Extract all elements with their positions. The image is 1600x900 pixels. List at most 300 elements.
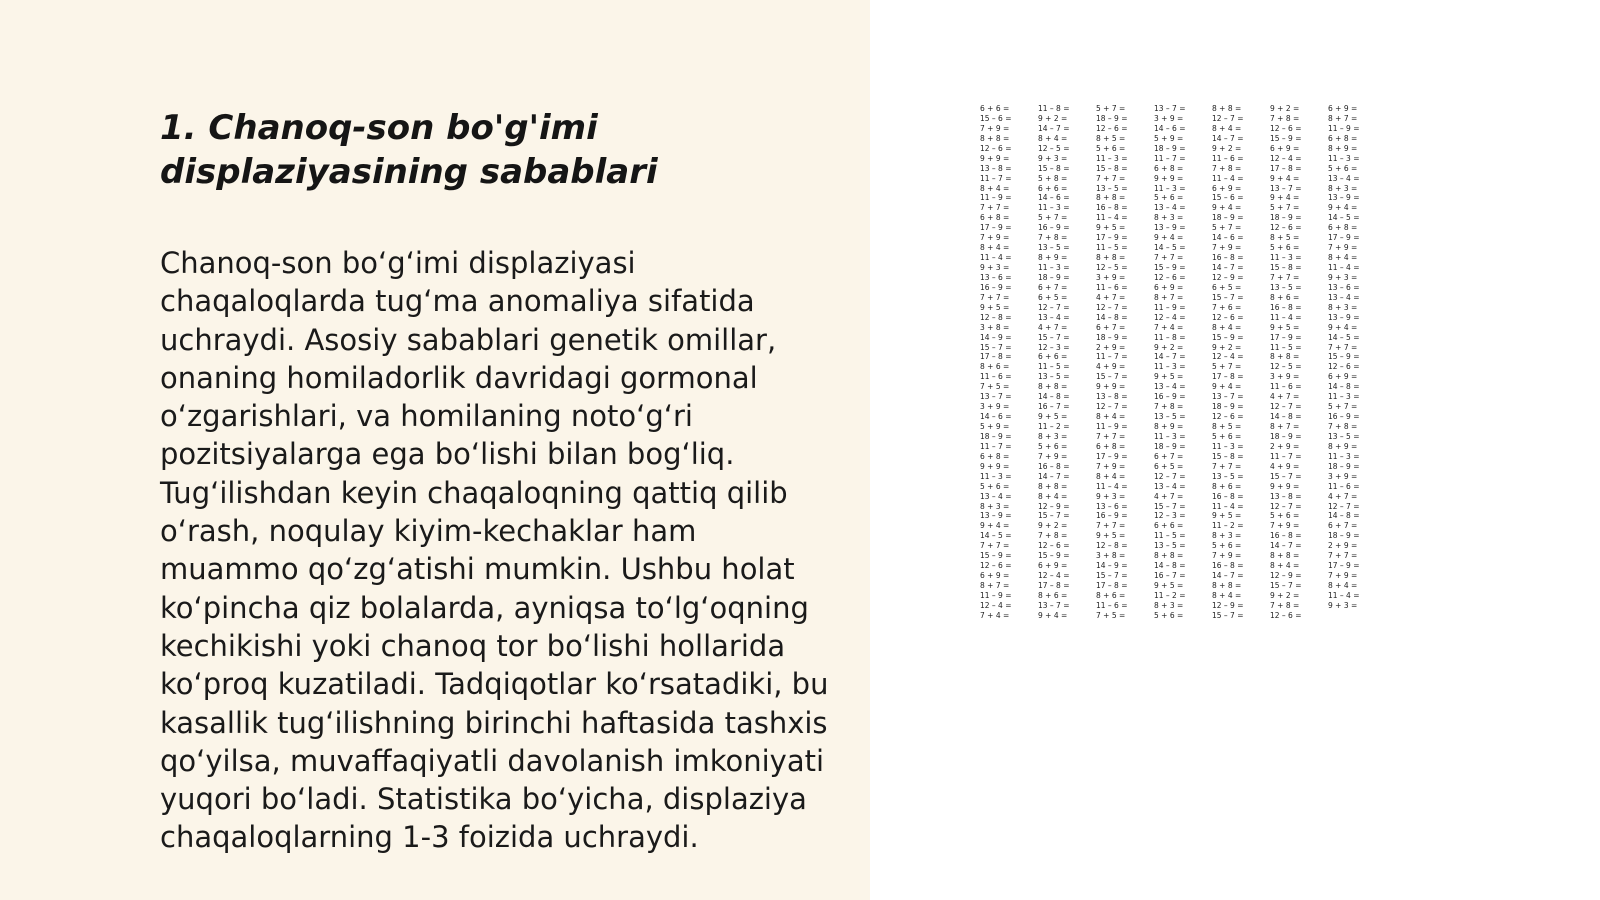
worksheet-problem: 15 – 8 = bbox=[1096, 163, 1128, 173]
worksheet-problem: 11 – 3 = bbox=[1154, 431, 1186, 441]
worksheet-problem: 17 – 9 = bbox=[1096, 451, 1128, 461]
worksheet-problem: 11 – 9 = bbox=[1154, 302, 1186, 312]
worksheet-problem: 12 – 6 = bbox=[980, 143, 1012, 153]
worksheet-problem: 11 – 3 = bbox=[1212, 441, 1244, 451]
worksheet-problem: 7 + 5 = bbox=[980, 382, 1010, 392]
worksheet-problem: 6 + 8 = bbox=[1096, 441, 1126, 451]
worksheet-problem: 15 – 9 = bbox=[1154, 263, 1186, 272]
worksheet-problem: 15 – 7 = bbox=[1038, 332, 1070, 342]
worksheet-problem: 11 – 3 = bbox=[1328, 153, 1360, 163]
worksheet-problem: 18 – 9 = bbox=[1328, 531, 1360, 541]
worksheet-problem: 9 + 3 = bbox=[1096, 491, 1126, 501]
worksheet-problem: 9 + 4 = bbox=[1212, 203, 1242, 213]
worksheet-problem: 11 – 9 = bbox=[1096, 422, 1128, 431]
worksheet-problem: 17 – 9 = bbox=[1096, 233, 1128, 243]
slide-title: 1. Chanoq-son bo'g'imi displaziyasining sabablari bbox=[160, 108, 658, 192]
worksheet-problem: 8 + 3 = bbox=[1328, 183, 1358, 193]
worksheet-problem: 9 + 5 = bbox=[1096, 531, 1126, 541]
worksheet-problem: 11 – 3 = bbox=[1328, 451, 1360, 461]
worksheet-problem: 12 – 6 = bbox=[1328, 362, 1360, 372]
worksheet-problem: 13 – 7 = bbox=[980, 392, 1012, 402]
worksheet-problem: 16 – 9 = bbox=[1038, 223, 1070, 233]
worksheet-problem: 13 – 5 = bbox=[1038, 243, 1070, 253]
worksheet-problem: 17 – 8 = bbox=[1096, 581, 1128, 590]
worksheet-problem: 6 + 9 = bbox=[980, 571, 1010, 581]
worksheet-problem: 8 + 4 = bbox=[1096, 412, 1126, 422]
worksheet-problem: 12 – 8 = bbox=[1096, 541, 1128, 551]
worksheet-problem: 7 + 9 = bbox=[1096, 461, 1126, 471]
worksheet-problem: 13 – 7 = bbox=[1270, 183, 1302, 193]
worksheet-problem: 5 + 6 = bbox=[980, 481, 1010, 491]
worksheet-problem: 2 + 9 = bbox=[1328, 541, 1358, 551]
worksheet-problem: 5 + 6 = bbox=[1270, 511, 1300, 521]
worksheet-problem: 8 + 5 = bbox=[1212, 422, 1242, 431]
worksheet-problem: 14 – 8 = bbox=[1038, 392, 1070, 402]
worksheet-problem: 7 + 4 = bbox=[1154, 322, 1184, 332]
worksheet-problem: 8 + 3 = bbox=[980, 501, 1010, 511]
worksheet-problem: 11 – 8 = bbox=[1038, 104, 1070, 113]
worksheet-problem: 17 – 8 = bbox=[1038, 581, 1070, 590]
worksheet-problem: 5 + 7 = bbox=[1096, 104, 1126, 113]
worksheet-problem: 12 – 6 = bbox=[1270, 610, 1302, 620]
worksheet-problem: 17 – 8 = bbox=[1270, 163, 1302, 173]
worksheet-problem: 7 + 7 = bbox=[1328, 551, 1358, 561]
worksheet-problem: 9 + 4 = bbox=[980, 521, 1010, 531]
worksheet-problem: 9 + 9 = bbox=[1270, 481, 1300, 491]
worksheet-problem: 5 + 6 = bbox=[1038, 441, 1068, 451]
worksheet-problem: 12 – 9 = bbox=[1212, 272, 1244, 282]
worksheet-problem: 13 – 9 = bbox=[1154, 223, 1186, 233]
worksheet-problem: 12 – 7 = bbox=[1270, 402, 1302, 412]
worksheet-problem: 6 + 7 = bbox=[1038, 282, 1068, 292]
worksheet-problem: 11 – 3 = bbox=[980, 471, 1012, 481]
worksheet-problem: 7 + 9 = bbox=[1328, 571, 1358, 581]
worksheet-problem: 13 – 8 = bbox=[1270, 491, 1302, 501]
worksheet-problem: 15 – 6 = bbox=[1212, 193, 1244, 203]
worksheet-problem: 11 – 9 = bbox=[980, 590, 1012, 600]
worksheet-problem: 18 – 9 = bbox=[1154, 441, 1186, 451]
worksheet-problem: 12 – 6 = bbox=[1096, 123, 1128, 133]
worksheet-problem: 3 + 8 = bbox=[980, 322, 1010, 332]
worksheet-problem: 11 – 4 = bbox=[1096, 213, 1128, 223]
worksheet-problem: 6 + 5 = bbox=[1212, 282, 1242, 292]
worksheet-problem: 5 + 6 = bbox=[1096, 143, 1126, 153]
worksheet-problem: 11 – 5 = bbox=[1096, 243, 1128, 253]
worksheet-problem: 18 – 9 = bbox=[1270, 213, 1302, 223]
worksheet-problem: 6 + 6 = bbox=[1154, 521, 1184, 531]
worksheet-problem: 11 – 6 = bbox=[1328, 481, 1360, 491]
worksheet-problem: 15 – 8 = bbox=[1038, 163, 1070, 173]
worksheet-problem: 13 – 6 = bbox=[980, 272, 1012, 282]
worksheet-problem: 7 + 9 = bbox=[980, 123, 1010, 133]
worksheet-problem: 15 – 7 = bbox=[980, 342, 1012, 352]
worksheet-problem: 11 – 3 = bbox=[1328, 392, 1360, 402]
worksheet-problem: 9 + 3 = bbox=[1328, 272, 1358, 282]
worksheet-problem: 9 + 3 = bbox=[1328, 600, 1358, 610]
worksheet-problem: 15 – 7 = bbox=[1270, 581, 1302, 590]
worksheet-column bbox=[1212, 104, 1264, 624]
worksheet-problem: 14 – 7 = bbox=[1038, 123, 1070, 133]
worksheet-problem: 11 – 5 = bbox=[1038, 362, 1070, 372]
worksheet-problem: 7 + 8 = bbox=[1038, 531, 1068, 541]
worksheet-problem: 7 + 4 = bbox=[980, 610, 1010, 620]
worksheet-problem: 9 + 2 = bbox=[1212, 143, 1242, 153]
worksheet-problem: 13 – 5 = bbox=[1212, 471, 1244, 481]
worksheet-problem: 5 + 9 = bbox=[1154, 133, 1184, 143]
worksheet-problem: 8 + 6 = bbox=[1038, 590, 1068, 600]
worksheet-problem: 18 – 9 = bbox=[1154, 143, 1186, 153]
worksheet-problem: 15 – 9 = bbox=[980, 551, 1012, 561]
worksheet-problem: 7 + 6 = bbox=[1212, 302, 1242, 312]
worksheet-problem: 16 – 9 = bbox=[1154, 392, 1186, 402]
worksheet-problem: 8 + 4 = bbox=[1038, 491, 1068, 501]
worksheet-problem: 9 + 4 = bbox=[1038, 610, 1068, 620]
worksheet-problem: 11 – 6 = bbox=[1096, 282, 1128, 292]
worksheet-problem: 8 + 9 = bbox=[1328, 441, 1358, 451]
worksheet-problem: 5 + 6 = bbox=[1154, 610, 1184, 620]
worksheet-problem: 11 – 3 = bbox=[1096, 153, 1128, 163]
worksheet-problem: 15 – 8 = bbox=[1212, 451, 1244, 461]
worksheet-problem: 6 + 5 = bbox=[1154, 461, 1184, 471]
worksheet-problem: 11 – 3 = bbox=[1270, 253, 1302, 263]
worksheet-problem: 8 + 4 = bbox=[1212, 322, 1242, 332]
worksheet-problem: 7 + 9 = bbox=[1212, 243, 1242, 253]
worksheet-problem: 12 – 4 = bbox=[1154, 312, 1186, 322]
worksheet-problem: 5 + 8 = bbox=[1038, 173, 1068, 183]
worksheet-problem: 7 + 9 = bbox=[1212, 551, 1242, 561]
worksheet-problem: 15 – 9 = bbox=[1270, 133, 1302, 143]
worksheet-problem: 15 – 7 = bbox=[1038, 511, 1070, 521]
worksheet-problem: 13 – 7 = bbox=[1212, 392, 1244, 402]
worksheet-problem: 7 + 7 = bbox=[1096, 173, 1126, 183]
worksheet-problem: 9 + 2 = bbox=[1154, 342, 1184, 352]
worksheet-problem: 8 + 3 = bbox=[1154, 213, 1184, 223]
worksheet-problem: 12 – 3 = bbox=[1038, 342, 1070, 352]
worksheet-problem: 3 + 9 = bbox=[1096, 272, 1126, 282]
worksheet-problem: 9 + 5 = bbox=[980, 302, 1010, 312]
worksheet-problem: 9 + 5 = bbox=[1038, 412, 1068, 422]
worksheet-problem: 12 – 8 = bbox=[980, 312, 1012, 322]
worksheet-problem: 14 – 8 = bbox=[1270, 412, 1302, 422]
worksheet-problem: 8 + 6 = bbox=[980, 362, 1010, 372]
worksheet-problem: 14 – 7 = bbox=[1212, 571, 1244, 581]
worksheet-problem: 13 – 7 = bbox=[1038, 600, 1070, 610]
worksheet-problem: 9 + 4 = bbox=[1212, 382, 1242, 392]
worksheet-problem: 12 – 5 = bbox=[1038, 143, 1070, 153]
worksheet-problem: 5 + 6 = bbox=[1270, 243, 1300, 253]
worksheet-problem: 11 – 7 = bbox=[1154, 153, 1186, 163]
worksheet-problem: 8 + 8 = bbox=[1038, 382, 1068, 392]
worksheet-problem: 9 + 5 = bbox=[1270, 322, 1300, 332]
worksheet-problem: 7 + 8 = bbox=[1154, 402, 1184, 412]
worksheet-problem: 7 + 7 = bbox=[980, 292, 1010, 302]
worksheet-problem: 11 – 8 = bbox=[1154, 332, 1186, 342]
worksheet-problem: 11 – 7 = bbox=[1096, 352, 1128, 362]
worksheet-problem: 12 – 9 = bbox=[1270, 571, 1302, 581]
worksheet-problem: 7 + 7 = bbox=[980, 541, 1010, 551]
worksheet-problem: 8 + 5 = bbox=[1096, 133, 1126, 143]
worksheet-problem: 14 – 5 = bbox=[1328, 332, 1360, 342]
worksheet-problem: 13 – 4 = bbox=[980, 491, 1012, 501]
worksheet-problem: 8 + 7 = bbox=[1270, 422, 1300, 431]
worksheet-problem: 9 + 5 = bbox=[1154, 372, 1184, 382]
worksheet-problem: 14 – 7 = bbox=[1212, 263, 1244, 272]
worksheet-problem: 11 – 4 = bbox=[1270, 312, 1302, 322]
worksheet-problem: 11 – 3 = bbox=[1154, 183, 1186, 193]
worksheet-problem: 13 – 5 = bbox=[1038, 372, 1070, 382]
worksheet-problem: 6 + 8 = bbox=[1328, 133, 1358, 143]
worksheet-problem: 6 + 9 = bbox=[1328, 104, 1358, 113]
worksheet-problem: 11 – 6 = bbox=[1096, 600, 1128, 610]
worksheet-problem: 9 + 2 = bbox=[1212, 342, 1242, 352]
worksheet-problem: 9 + 9 = bbox=[980, 461, 1010, 471]
worksheet-problem: 15 – 7 = bbox=[1270, 471, 1302, 481]
worksheet-problem: 12 – 7 = bbox=[1212, 113, 1244, 123]
worksheet-problem: 9 + 2 = bbox=[1270, 104, 1300, 113]
worksheet-problem: 14 – 7 = bbox=[1038, 471, 1070, 481]
worksheet-problem: 17 – 9 = bbox=[1328, 561, 1360, 571]
worksheet-problem: 17 – 9 = bbox=[1328, 233, 1360, 243]
worksheet-column bbox=[1270, 104, 1322, 624]
worksheet-problem: 12 – 7 = bbox=[1154, 471, 1186, 481]
worksheet-problem: 14 – 6 = bbox=[1154, 123, 1186, 133]
worksheet-problem: 6 + 6 = bbox=[1038, 352, 1068, 362]
worksheet-problem: 7 + 7 = bbox=[1096, 521, 1126, 531]
worksheet-problem: 9 + 2 = bbox=[1270, 590, 1300, 600]
worksheet-problem: 7 + 8 = bbox=[1270, 113, 1300, 123]
worksheet-problem: 8 + 4 = bbox=[1328, 581, 1358, 590]
worksheet-problem: 16 – 8 = bbox=[1038, 461, 1070, 471]
worksheet-problem: 17 – 9 = bbox=[1270, 332, 1302, 342]
worksheet-problem: 8 + 8 = bbox=[1212, 581, 1242, 590]
worksheet-problem: 15 – 6 = bbox=[980, 113, 1012, 123]
worksheet-problem: 11 – 7 = bbox=[980, 173, 1012, 183]
worksheet-problem: 8 + 8 = bbox=[1270, 551, 1300, 561]
worksheet-problem: 12 – 7 = bbox=[1096, 402, 1128, 412]
worksheet-problem: 5 + 7 = bbox=[1038, 213, 1068, 223]
worksheet-problem: 8 + 9 = bbox=[1154, 422, 1184, 431]
worksheet-problem: 13 – 7 = bbox=[1154, 104, 1186, 113]
worksheet-problem: 15 – 7 = bbox=[1212, 292, 1244, 302]
worksheet-problem: 12 – 6 = bbox=[1212, 412, 1244, 422]
worksheet-problem: 13 – 8 = bbox=[1096, 392, 1128, 402]
worksheet-problem: 16 – 9 = bbox=[980, 282, 1012, 292]
worksheet-problem: 5 + 7 = bbox=[1328, 402, 1358, 412]
slide-body-text: Chanoq-son bo‘g‘imi displaziyasi chaqaloqlarda tug‘ma anomaliya sifatida uchraydi. Asosiy sabablari genetik omillar, onaning homiladorlik davridagi gormonal o‘zgarishlari, va homilaning noto‘g‘ri pozitsiyalarga ega bo‘lishi bilan bog‘liq. Tug‘ilishdan keyin chaqaloqning qattiq qilib o‘rash, noqulay kiyim-kechaklar ham muammo qo‘zg‘atishi mumkin. Ushbu holat ko‘pincha qiz bolalarda, ayniqsa to‘lg‘oqning kechikishi yoki chanoq tor bo‘lishi hollarida ko‘proq kuzatiladi. Tadqiqotlar ko‘rsatadiki, bu kasallik tug‘ilishning birinchi haftasida tashxis qo‘yilsa, muvaffaqiyatli davolanish imkoniyati yuqori bo‘ladi. Statistika bo‘yicha, displaziya chaqaloqlarning 1-3 foizida uchraydi. bbox=[160, 246, 829, 855]
worksheet-problem: 5 + 6 = bbox=[1212, 431, 1242, 441]
worksheet-problem: 14 – 5 = bbox=[1154, 243, 1186, 253]
worksheet-problem: 8 + 8 = bbox=[1096, 193, 1126, 203]
worksheet-problem: 6 + 8 = bbox=[980, 213, 1010, 223]
arithmetic-worksheet-image bbox=[980, 104, 1380, 624]
worksheet-problem: 12 – 6 = bbox=[1270, 223, 1302, 233]
worksheet-problem: 8 + 4 = bbox=[980, 243, 1010, 253]
worksheet-problem: 8 + 3 = bbox=[1328, 302, 1358, 312]
worksheet-problem: 13 – 9 = bbox=[1328, 193, 1360, 203]
worksheet-problem: 7 + 8 = bbox=[1270, 600, 1300, 610]
worksheet-problem: 16 – 8 = bbox=[1270, 531, 1302, 541]
worksheet-problem: 8 + 8 = bbox=[1212, 104, 1242, 113]
worksheet-problem: 11 – 6 = bbox=[1270, 382, 1302, 392]
worksheet-problem: 8 + 3 = bbox=[1212, 531, 1242, 541]
worksheet-problem: 7 + 5 = bbox=[1096, 610, 1126, 620]
worksheet-problem: 8 + 4 = bbox=[1212, 590, 1242, 600]
worksheet-problem: 4 + 7 = bbox=[1096, 292, 1126, 302]
worksheet-problem: 6 + 5 = bbox=[1038, 292, 1068, 302]
worksheet-problem: 9 + 5 = bbox=[1212, 511, 1242, 521]
worksheet-problem: 9 + 4 = bbox=[1328, 203, 1358, 213]
worksheet-problem: 7 + 9 = bbox=[980, 233, 1010, 243]
worksheet-problem: 6 + 6 = bbox=[980, 104, 1010, 113]
worksheet-problem: 9 + 3 = bbox=[980, 263, 1010, 272]
worksheet-problem: 3 + 9 = bbox=[980, 402, 1010, 412]
worksheet-problem: 6 + 7 = bbox=[1096, 322, 1126, 332]
worksheet-problem: 7 + 9 = bbox=[1328, 243, 1358, 253]
worksheet-problem: 14 – 6 = bbox=[980, 412, 1012, 422]
worksheet-problem: 2 + 9 = bbox=[1096, 342, 1126, 352]
worksheet-problem: 8 + 9 = bbox=[1328, 143, 1358, 153]
worksheet-problem: 18 – 9 = bbox=[1096, 113, 1128, 123]
worksheet-problem: 9 + 4 = bbox=[1154, 233, 1184, 243]
worksheet-problem: 7 + 8 = bbox=[1212, 163, 1242, 173]
worksheet-problem: 14 – 5 = bbox=[980, 531, 1012, 541]
worksheet-problem: 16 – 8 = bbox=[1212, 491, 1244, 501]
worksheet-problem: 12 – 9 = bbox=[1038, 501, 1070, 511]
worksheet-problem: 9 + 9 = bbox=[1154, 173, 1184, 183]
worksheet-problem: 12 – 4 = bbox=[980, 600, 1012, 610]
worksheet-problem: 12 – 6 = bbox=[1270, 123, 1302, 133]
worksheet-problem: 5 + 6 = bbox=[1328, 163, 1358, 173]
worksheet-problem: 13 – 5 = bbox=[1328, 431, 1360, 441]
worksheet-problem: 12 – 3 = bbox=[1154, 511, 1186, 521]
worksheet-problem: 4 + 7 = bbox=[1038, 322, 1068, 332]
worksheet-problem: 7 + 9 = bbox=[1270, 521, 1300, 531]
worksheet-problem: 7 + 9 = bbox=[1038, 451, 1068, 461]
worksheet-problem: 16 – 9 = bbox=[1096, 511, 1128, 521]
worksheet-problem: 14 – 8 = bbox=[1154, 561, 1186, 571]
worksheet-problem: 6 + 8 = bbox=[1328, 223, 1358, 233]
worksheet-problem: 12 – 7 = bbox=[1270, 501, 1302, 511]
worksheet-problem: 5 + 7 = bbox=[1270, 203, 1300, 213]
worksheet-problem: 18 – 9 = bbox=[1328, 461, 1360, 471]
worksheet-problem: 11 – 4 = bbox=[1212, 173, 1244, 183]
worksheet-problem: 7 + 7 = bbox=[1154, 253, 1184, 263]
worksheet-problem: 6 + 9 = bbox=[1038, 561, 1068, 571]
worksheet-problem: 17 – 8 = bbox=[980, 352, 1012, 362]
worksheet-problem: 7 + 7 = bbox=[1328, 342, 1358, 352]
worksheet-problem: 15 – 7 = bbox=[1154, 501, 1186, 511]
worksheet-problem: 3 + 9 = bbox=[1328, 471, 1358, 481]
worksheet-problem: 16 – 7 = bbox=[1038, 402, 1070, 412]
worksheet-problem: 8 + 7 = bbox=[1154, 292, 1184, 302]
worksheet-problem: 13 – 4 = bbox=[1328, 292, 1360, 302]
worksheet-problem: 11 – 4 = bbox=[1212, 501, 1244, 511]
worksheet-problem: 11 – 7 = bbox=[1270, 451, 1302, 461]
worksheet-problem: 12 – 6 = bbox=[1154, 272, 1186, 282]
worksheet-problem: 14 – 7 = bbox=[1212, 133, 1244, 143]
worksheet-column bbox=[980, 104, 1032, 624]
worksheet-problem: 12 – 6 = bbox=[980, 561, 1012, 571]
worksheet-problem: 7 + 7 = bbox=[1096, 431, 1126, 441]
worksheet-problem: 15 – 9 = bbox=[1038, 551, 1070, 561]
worksheet-problem: 8 + 7 = bbox=[980, 581, 1010, 590]
worksheet-problem: 3 + 8 = bbox=[1096, 551, 1126, 561]
worksheet-column bbox=[1096, 104, 1148, 624]
worksheet-problem: 9 + 4 = bbox=[1270, 173, 1300, 183]
worksheet-problem: 13 – 8 = bbox=[980, 163, 1012, 173]
worksheet-problem: 8 + 8 = bbox=[1096, 253, 1126, 263]
worksheet-problem: 15 – 9 = bbox=[1328, 352, 1360, 362]
worksheet-problem: 11 – 7 = bbox=[980, 441, 1012, 451]
worksheet-problem: 13 – 6 = bbox=[1096, 501, 1128, 511]
worksheet-problem: 14 – 6 = bbox=[1212, 233, 1244, 243]
worksheet-problem: 15 – 7 = bbox=[1212, 610, 1244, 620]
worksheet-problem: 9 + 2 = bbox=[1038, 113, 1068, 123]
worksheet-problem: 9 + 5 = bbox=[1154, 581, 1184, 590]
worksheet-problem: 7 + 7 = bbox=[1270, 272, 1300, 282]
worksheet-problem: 16 – 8 = bbox=[1212, 253, 1244, 263]
worksheet-problem: 8 + 5 = bbox=[1270, 233, 1300, 243]
worksheet-problem: 4 + 9 = bbox=[1096, 362, 1126, 372]
worksheet-problem: 4 + 7 = bbox=[1154, 491, 1184, 501]
worksheet-problem: 6 + 7 = bbox=[1154, 451, 1184, 461]
worksheet-problem: 13 – 9 = bbox=[1328, 312, 1360, 322]
worksheet-column bbox=[1154, 104, 1206, 624]
worksheet-problem: 16 – 9 = bbox=[1328, 412, 1360, 422]
worksheet-problem: 8 + 4 = bbox=[1096, 471, 1126, 481]
worksheet-problem: 15 – 7 = bbox=[1096, 571, 1128, 581]
worksheet-problem: 14 – 7 = bbox=[1270, 541, 1302, 551]
worksheet-problem: 16 – 8 = bbox=[1096, 203, 1128, 213]
worksheet-problem: 8 + 6 = bbox=[1212, 481, 1242, 491]
worksheet-problem: 6 + 9 = bbox=[1154, 282, 1184, 292]
worksheet-problem: 5 + 6 = bbox=[1212, 541, 1242, 551]
worksheet-problem: 8 + 4 = bbox=[980, 183, 1010, 193]
worksheet-problem: 12 – 5 = bbox=[1270, 362, 1302, 372]
worksheet-problem: 6 + 8 = bbox=[1154, 163, 1184, 173]
worksheet-problem: 7 + 7 = bbox=[1212, 461, 1242, 471]
worksheet-problem: 11 – 3 = bbox=[1038, 263, 1070, 272]
worksheet-problem: 9 + 5 = bbox=[1096, 223, 1126, 233]
worksheet-problem: 15 – 8 = bbox=[1270, 263, 1302, 272]
worksheet-problem: 11 – 9 = bbox=[1328, 123, 1360, 133]
worksheet-problem: 3 + 9 = bbox=[1154, 113, 1184, 123]
worksheet-problem: 18 – 9 = bbox=[1038, 272, 1070, 282]
worksheet-problem: 18 – 9 = bbox=[1212, 402, 1244, 412]
worksheet-problem: 8 + 4 = bbox=[1270, 561, 1300, 571]
worksheet-problem: 12 – 4 = bbox=[1270, 153, 1302, 163]
worksheet-problem: 11 – 5 = bbox=[1270, 342, 1302, 352]
worksheet-problem: 4 + 7 = bbox=[1328, 491, 1358, 501]
worksheet-problem: 6 + 7 = bbox=[1328, 521, 1358, 531]
worksheet-problem: 16 – 8 = bbox=[1270, 302, 1302, 312]
worksheet-problem: 13 – 5 = bbox=[1096, 183, 1128, 193]
worksheet-problem: 11 – 9 = bbox=[980, 193, 1012, 203]
worksheet-problem: 15 – 7 = bbox=[1096, 372, 1128, 382]
worksheet-problem: 8 + 8 = bbox=[1038, 481, 1068, 491]
worksheet-problem: 11 – 2 = bbox=[1038, 422, 1070, 431]
worksheet-problem: 8 + 8 = bbox=[1270, 352, 1300, 362]
worksheet-problem: 8 + 3 = bbox=[1154, 600, 1184, 610]
worksheet-problem: 8 + 4 = bbox=[1038, 133, 1068, 143]
worksheet-problem: 12 – 7 = bbox=[1096, 302, 1128, 312]
worksheet-problem: 8 + 6 = bbox=[1096, 590, 1126, 600]
worksheet-problem: 12 – 6 = bbox=[1212, 312, 1244, 322]
worksheet-problem: 9 + 4 = bbox=[1328, 322, 1358, 332]
worksheet-problem: 7 + 7 = bbox=[980, 203, 1010, 213]
worksheet-problem: 13 – 4 = bbox=[1328, 173, 1360, 183]
worksheet-problem: 16 – 7 = bbox=[1154, 571, 1186, 581]
